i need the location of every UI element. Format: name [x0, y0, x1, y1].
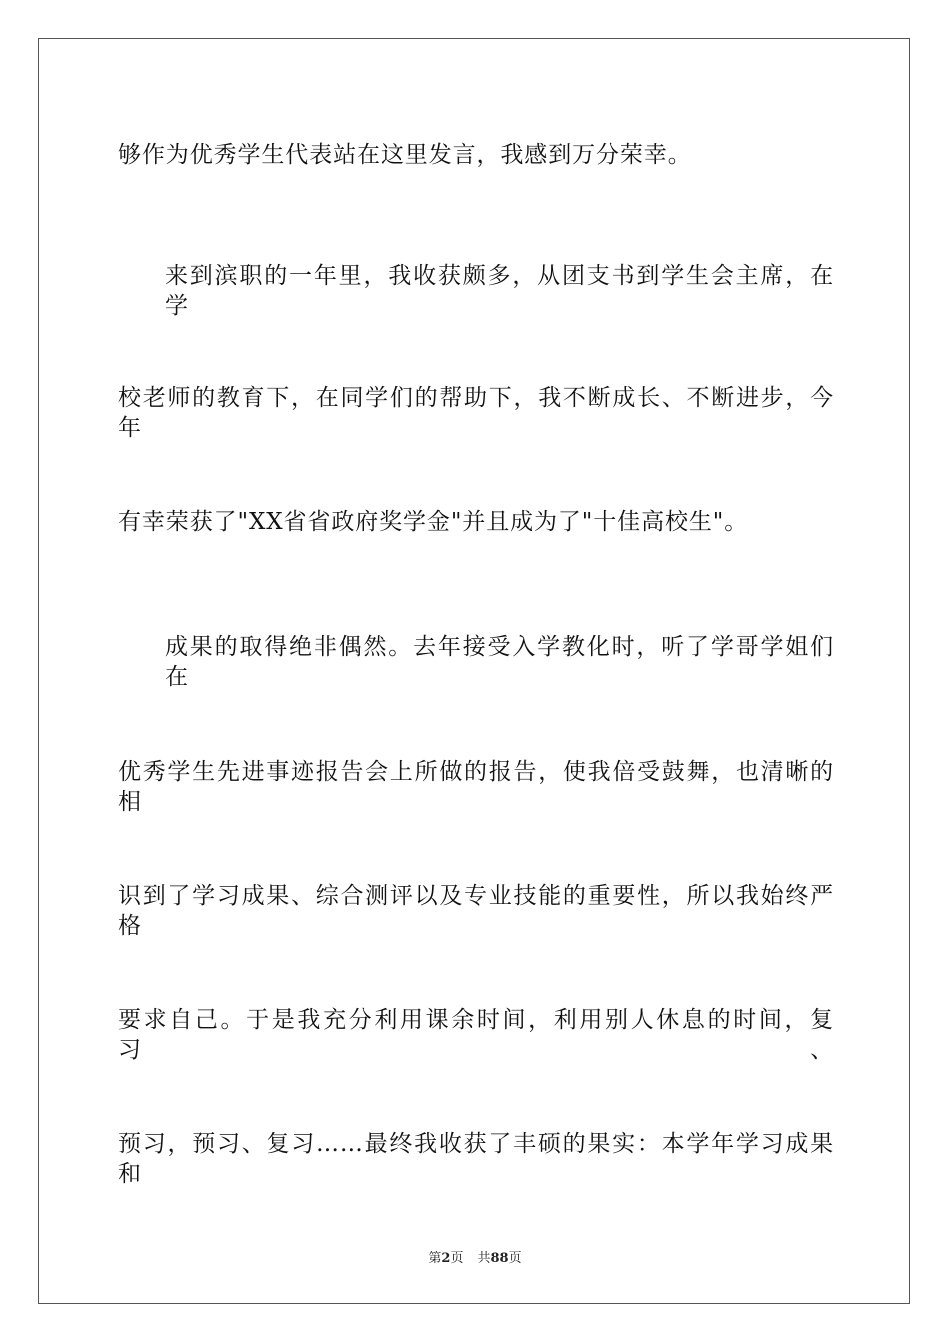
- text-line-9: 预习，预习、复习……最终我收获了丰硕的果实：本学年学习成果和: [118, 1131, 834, 1187]
- text-line-8: 要求自己。于是我充分利用课余时间，利用别人休息的时间，复习、: [118, 1007, 834, 1063]
- text-line-1: 够作为优秀学生代表站在这里发言，我感到万分荣幸。: [118, 142, 692, 168]
- footer-page-number: 2: [441, 1251, 451, 1266]
- footer-total-pages: 88: [490, 1251, 509, 1266]
- text-line-5: 成果的取得绝非偶然。去年接受入学教化时，听了学哥学姐们在: [165, 634, 834, 690]
- footer-total-prefix: 共: [477, 1251, 491, 1266]
- text-line-7: 识到了学习成果、综合测评以及专业技能的重要性，所以我始终严格: [118, 883, 834, 939]
- footer-total-suffix: 页: [508, 1251, 522, 1266]
- text-line-3: 校老师的教育下，在同学们的帮助下，我不断成长、不断进步，今年: [118, 385, 834, 441]
- text-line-2: 来到滨职的一年里，我收获颇多，从团支书到学生会主席，在学: [165, 263, 834, 319]
- footer-page-prefix: 第: [428, 1251, 442, 1266]
- footer-page-suffix: 页: [450, 1251, 464, 1266]
- page-footer: [0, 1247, 950, 1266]
- text-line-4: 有幸荣获了"XX省省政府奖学金"并且成为了"十佳高校生"。: [118, 509, 749, 535]
- text-line-6: 优秀学生先进事迹报告会上所做的报告，使我倍受鼓舞，也清晰的相: [118, 759, 834, 815]
